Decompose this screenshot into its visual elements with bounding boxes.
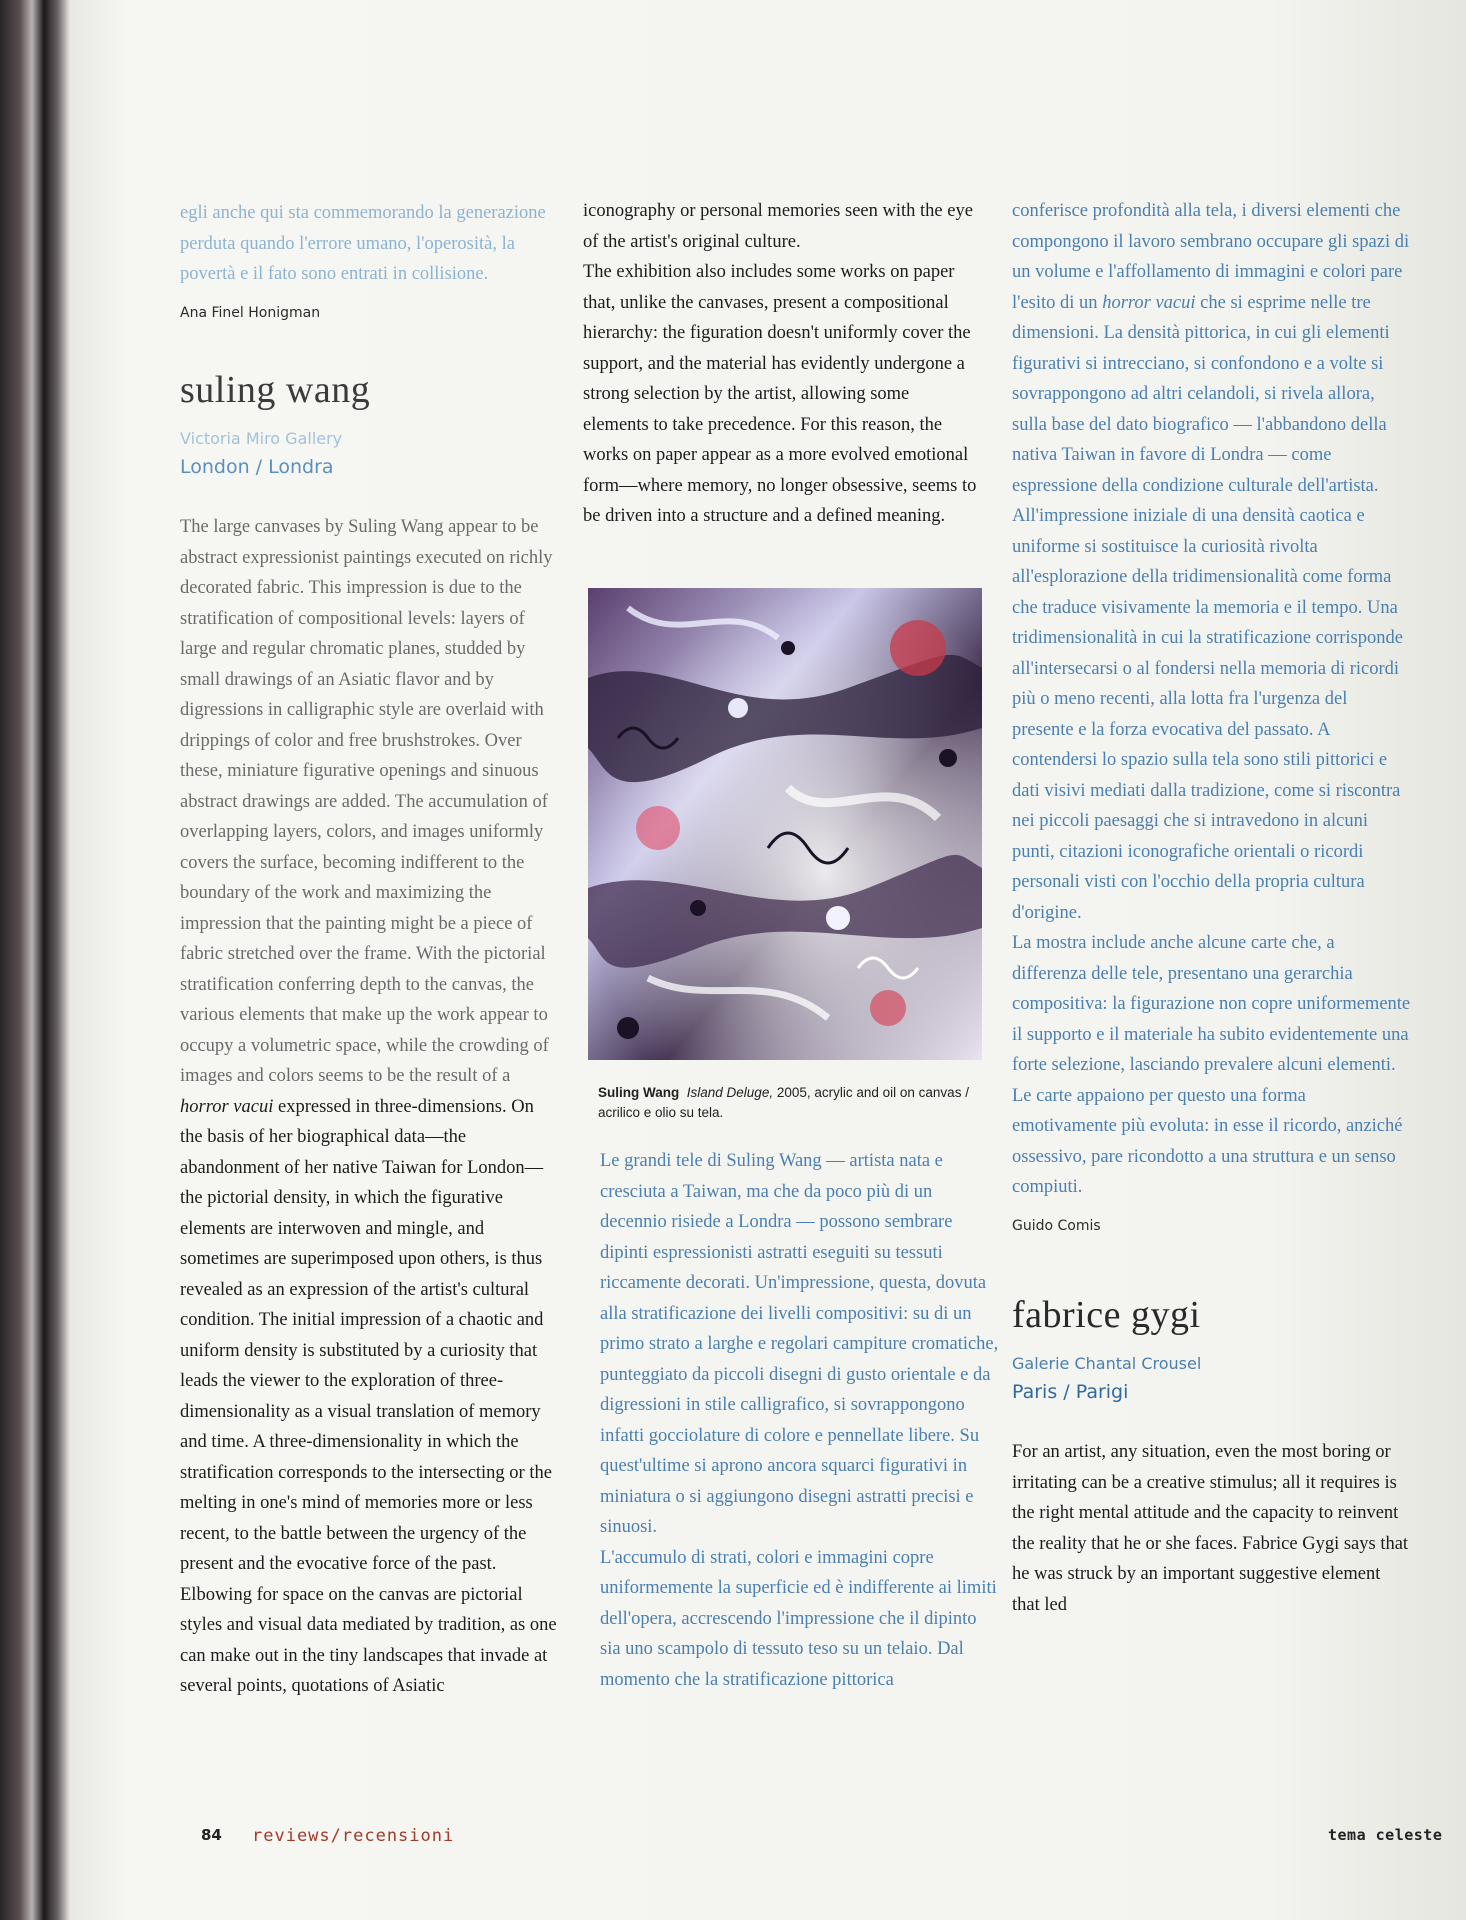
italian-text-a: Le grandi tele di Suling Wang — artista nata e cresciuta a Taiwan, ma che da poco più di un decennio risiede a Londra — possono sembrare dipinti espressionisti astratti eseguiti su tessuti riccamente decorati. Un'impressione, questa, dovuta alla stratificazione dei livelli compositivi: su di un primo strato a larghe e regolari campiture cromatiche, punteggiato da piccoli disegni di gusto orientale e da digressioni in stile calligrafico, si sovrappongono infatti gocciolature di colore e pennellate libere. Su quest'ultime si aprono ancora squarci figurativi in miniatura o si aggiungono disegni astratti precisi e sinuosi. (600, 1151, 999, 1537)
italian-text-part-b: che si esprime nelle tre dimensioni. La densità pittorica, in cui gli elementi figurativi si intrecciano, si confondono e a volte si sovrappongono ad altri celandoli, si rivela allora, sulla base del dato biografico — l'abbandono della nativa Taiwan in favore di Londra — come espressione della condizione culturale dell'artista. All'impressione iniziale di una densità caotica e uniforme si sostituisce la curiosità rivolta all'esplorazione della tridimensionalità come forma che traduce visivamente la memoria e il tempo. Una tridimensionalità in cui la stratificazione corrisponde all'intersecarsi o al fondersi nella memoria di ricordi più o meno recenti, alla lotta fra l'urgenza del presente e la forza evocativa del passato. A contendersi lo spazio sulla tela sono stili pittorici e dati visivi mediati dalla tradizione, come si riscontra nei piccoli paesaggi che si intravedono in alcuni punti, citazioni iconografiche orientali o ricordi personali visti con l'occhio della propria cultura d'origine. (1012, 292, 1403, 923)
body-text-continued: iconography or personal memories seen with the eye of the artist's original culture. (583, 201, 973, 252)
body-text-works-on-paper: The exhibition also includes some works on paper that, unlike the canvases, present a compositional hierarchy: the figuration doesn't uniformly cover the support, and the material has evidently undergone a strong selection by the artist, allowing some elements to take precedence. For this reason, the works on paper appear as a more evolved emotional form—where memory, no longer obsessive, seems to be driven into a structure and a defined meaning. (583, 262, 977, 526)
column-2 (583, 196, 978, 532)
column-2-italian (600, 1146, 1000, 1695)
magazine-name: tema celeste (1328, 1826, 1443, 1844)
artist-heading-fabrice-gygi: fabrice gygi (1012, 1294, 1201, 1336)
italian-text-part-c: La mostra include anche alcune carte che, a differenza delle tele, presentano una gerarchia compositiva: la figurazione non copre uniformemente il supporto e il materiale ha subito evidentemente una forte selezione, lasciando prevalere alcuni elementi. Le carte appaiono per questo una forma emotivamente più evoluta: in esse il ricordo, anziché ossessivo, pare ricondotto a una struttura e un senso compiuti. (1012, 933, 1411, 1197)
italian-text-b: L'accumulo di strati, colori e immagini copre uniformemente la superficie ed è indifferente ai limiti dell'opera, accrescendo l'impressione che il dipinto sia uno scampolo di tessuto teso su un telaio. Dal momento che la stratificazione pittorica (600, 1547, 997, 1690)
review-author: Guido Comis (1012, 1217, 1101, 1234)
caption-artist: Suling Wang (598, 1085, 680, 1100)
body-emphasis: horror vacui (180, 1096, 274, 1117)
column-1 (180, 198, 560, 1702)
column-3 (1012, 196, 1412, 1620)
italian-review-text (1012, 196, 1412, 928)
review-body-english (180, 512, 560, 1702)
city-name-2: Paris / Parigi (1012, 1381, 1129, 1403)
section-title: reviews/recensioni (252, 1826, 455, 1846)
artwork-caption (598, 1083, 998, 1123)
artwork-painting (588, 588, 982, 1060)
artist-heading-suling-wang: suling wang (180, 369, 371, 411)
italian-text-part-a: conferisce profondità alla tela, i diversi elementi che compongono il lavoro sembrano occupare gli spazi di un volume e l'affollamento di immagini e colori pare l'esito di un (1012, 201, 1410, 313)
review-body-fabrice-gygi: For an artist, any situation, even the most boring or irritating can be a creative stimulus; all it requires is the right mental attitude and the capacity to reinvent the reality that he or she faces. Fabrice Gygi says that he was struck by an important suggestive element that led (1012, 1442, 1409, 1615)
gallery-name-2: Galerie Chantal Crousel (1012, 1354, 1202, 1373)
intro-author: Ana Finel Honigman (180, 304, 321, 321)
binding-edge (0, 0, 70, 1920)
gallery-name: Victoria Miro Gallery (180, 429, 343, 448)
intro-italian-text: egli anche qui sta commemorando la generazione perduta quando l'errore umano, l'operosità, la povertà e il fato sono entrati in collisione. (180, 203, 546, 284)
artwork-image-island-deluge (588, 588, 982, 1060)
italian-emphasis: horror vacui (1102, 292, 1196, 313)
caption-title: Island Deluge, (686, 1085, 774, 1100)
city-name: London / Londra (180, 456, 334, 478)
body-text-part-a: The large canvases by Suling Wang appear to be abstract expressionist paintings executed on richly decorated fabric. This impression is due to the stratification of compositional levels: layers of large and regular chromatic planes, studded by small drawings of an Asiatic flavor and by digressions in calligraphic style are overlaid with drippings of color and free brushstrokes. Over these, miniature figurative openings and sinuous abstract drawings are added. The accumulation of overlapping layers, colors, and images uniformly covers the surface, becoming indifferent to the boundary of the work and maximizing the impression that the painting might be a piece of fabric stretched over the frame. With the pictorial stratification conferring depth to the canvas, the various elements that make up the work appear to occupy a volumetric space, while the crowding of images and colors seems to be the result of a (180, 517, 553, 1086)
body-text-part-b: expressed in three-dimensions. On the basis of her biographical data—the abandonment of her native Taiwan for London—the pictorial density, in which the figurative elements are interwoven and mingle, and sometimes are superimposed upon others, is thus revealed as an expression of the artist's cultural condition. The initial impression of a chaotic and uniform density is substituted by a curiosity that leads the viewer to the exploration of three-dimensionality as a visual translation of memory and time. A three-dimensionality in which the stratification corresponds to the intersecting or the melting in one's mind of memories more or less recent, to the battle between the urgency of the present and the evocative force of the past. Elbowing for space on the canvas are pictorial styles and visual data mediated by tradition, as one can make out in the tiny landscapes that invade at several points, quotations of Asiatic (180, 1096, 557, 1696)
caption-details: 2005, acrylic and oil on canvas / acrilico e olio su tela. (598, 1085, 969, 1120)
page-number: 84 (201, 1826, 222, 1844)
